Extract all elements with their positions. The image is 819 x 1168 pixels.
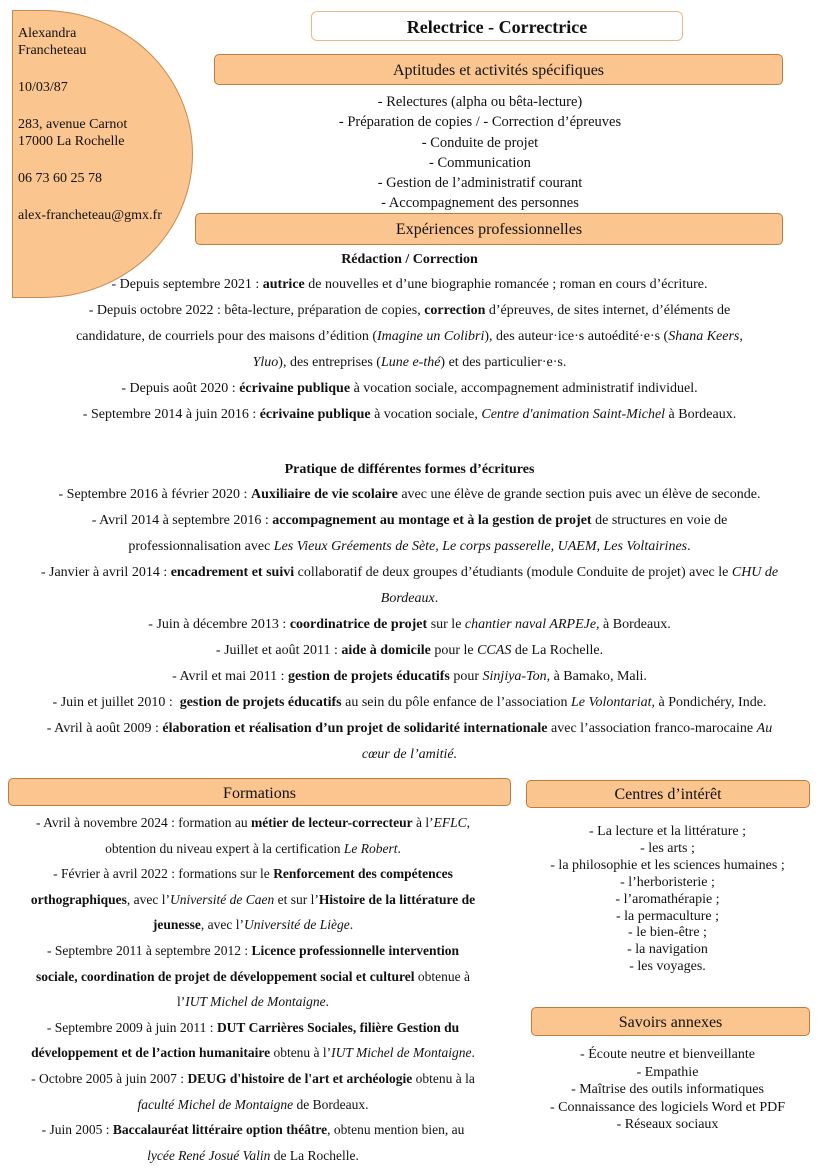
formation-line: l’IUT Michel de Montaigne. [177,994,329,1010]
interest-item: - la navigation [627,942,708,958]
contact-last-name: Francheteau [18,43,87,58]
experience-line: - Juin à décembre 2013 : coordinatrice de projet sur le chantier naval ARPEJe, à Bordeaux. [148,617,671,632]
experience-pratique [0,482,819,768]
interest-item: - la philosophie et les sciences humaines ; [550,857,785,873]
skills-heading: Aptitudes et activités spécifiques [214,54,783,85]
skill-item: - Conduite de projet [421,134,539,151]
formations-list [8,810,498,1168]
savoir-item: - Maîtrise des outils informatiques [571,1082,764,1097]
skills-list [190,92,770,214]
formation-line: - Septembre 2009 à juin 2011 : DUT Carrières Sociales, filière Gestion du [46,1019,460,1035]
skill-item: - Communication [429,154,531,171]
experience-line: - Septembre 2016 à février 2020 : Auxiliaire de vie scolaire avec une élève de grande section puis avec un élève de seconde. [58,487,761,502]
pratique-heading: Pratique de différentes formes d’écritures [284,462,535,477]
formation-line: obtention du niveau expert à la certification Le Robert. [105,840,401,856]
redaction-heading: Rédaction / Correction [341,252,478,267]
interest-item: - La lecture et la littérature ; [588,824,747,839]
savoirs-list [525,1046,810,1134]
formation-line: - Juin 2005 : Baccalauréat littéraire option théâtre, obtenu mention bien, au [41,1122,465,1138]
savoir-item: - Écoute neutre et bienveillante [580,1047,755,1062]
page-title: Relectrice - Correctrice [311,11,683,41]
contact-phone: 06 73 60 25 78 [18,171,102,186]
experience-line: - Depuis octobre 2022 : bêta-lecture, préparation de copies, correction d’épreuves, de sites internet, d’éléments de [88,303,731,318]
savoirs-heading: Savoirs annexes [531,1007,810,1036]
experience-line: candidature, de courriels pour des maisons d’édition (Imagine un Colibri), des auteur·ice·s autoédité·e·s (Shana Keers, [76,329,743,344]
contact-street: 283, avenue Carnot [18,117,128,132]
formation-line: lycée René Josué Valin de La Rochelle. [147,1147,359,1163]
experience-line: professionnalisation avec Les Vieux Gréements de Sète, Le corps passerelle, UAEM, Les Voltairines. [128,539,691,554]
experience-redaction [0,272,819,428]
interests-heading: Centres d’intérêt [526,780,810,808]
experience-line: Bordeaux. [380,591,439,606]
savoir-item: - Réseaux sociaux [616,1117,719,1132]
savoir-item: - Empathie [636,1064,699,1080]
formation-line: jeunesse, avec l’Université de Liège. [152,917,354,933]
formation-line: sociale, coordination de projet de développement social et culturel obtenue à [35,968,471,984]
interest-item: - le bien-être ; [628,925,707,941]
interest-item: - l’herboristerie ; [620,874,715,890]
formation-line: orthographiques, avec l’Université de Caen et sur l’Histoire de la littérature de [30,891,476,907]
skill-item: - Préparation de copies / - Correction d’épreuves [338,114,622,131]
experience-line: - Juin et juillet 2010 : gestion de projets éducatifs au sein du pôle enfance de l’association Le Volontariat, à Pondichéry, Inde. [52,695,767,710]
skill-item: - Accompagnement des personnes [381,195,579,212]
experience-line: - Janvier à avril 2014 : encadrement et suivi collaboratif de deux groupes d’étudiants (module Conduite de projet) avec le CHU de [40,565,779,580]
experience-line: - Avril et mai 2011 : gestion de projets éducatifs pour Sinjiya-Ton, à Bamako, Mali. [172,669,647,684]
formation-line: - Septembre 2011 à septembre 2012 : Licence professionnelle intervention [46,942,460,958]
contact-email: alex-francheteau@gmx.fr [18,208,162,223]
experience-line: - Septembre 2014 à juin 2016 : écrivaine publique à vocation sociale, Centre d'animation Saint-Michel à Bordeaux. [82,407,737,422]
experience-line: - Juillet et août 2011 : aide à domicile pour le CCAS de La Rochelle. [215,643,604,658]
experience-line: - Avril 2014 à septembre 2016 : accompagnement au montage et à la gestion de projet de structures en voie de [91,513,728,528]
experience-line: - Depuis août 2020 : écrivaine publique à vocation sociale, accompagnement administratif individuel. [121,381,698,396]
skill-item: - Gestion de l’administratif courant [377,175,583,192]
formations-heading: Formations [8,778,511,806]
interest-item: - l’aromathérapie ; [615,891,720,907]
interest-item: - les voyages. [629,959,706,975]
savoir-item: - Connaissance des logiciels Word et PDF [549,1099,786,1115]
skill-item: - Relectures (alpha ou bêta-lecture) [377,94,583,110]
contact-first-name: Alexandra [18,26,77,41]
formation-line: - Février à avril 2022 : formations sur le Renforcement des compétences [53,866,453,882]
experience-line: - Avril à août 2009 : élaboration et réalisation d’un projet de solidarité internationale avec l’association franco-marocaine Au [46,721,773,736]
experience-line: Yluo), des entreprises (Lune e-thé) et des particulier·e·s. [252,355,567,370]
experience-line: - Depuis septembre 2021 : autrice de nouvelles et d’une biographie romancée ; roman en cours d’écriture. [111,277,708,292]
experience-heading: Expériences professionnelles [195,213,783,245]
formation-line: faculté Michel de Montaigne de Bordeaux. [137,1096,369,1112]
experience-line: cœur de l’amitié. [361,747,458,762]
interest-item: - les arts ; [640,840,695,856]
contact-birthdate: 10/03/87 [18,80,68,95]
formation-line: développement et de l’action humanitaire obtenu à l’IUT Michel de Montaigne. [31,1045,475,1061]
formation-line: - Octobre 2005 à juin 2007 : DEUG d'histoire de l'art et archéologie obtenu à la [31,1070,475,1086]
interest-item: - la permaculture ; [615,908,719,924]
contact-city: 17000 La Rochelle [18,134,125,149]
formation-line: - Avril à novembre 2024 : formation au métier de lecteur-correcteur à l’EFLC, [36,815,470,830]
interests-list [525,824,810,976]
